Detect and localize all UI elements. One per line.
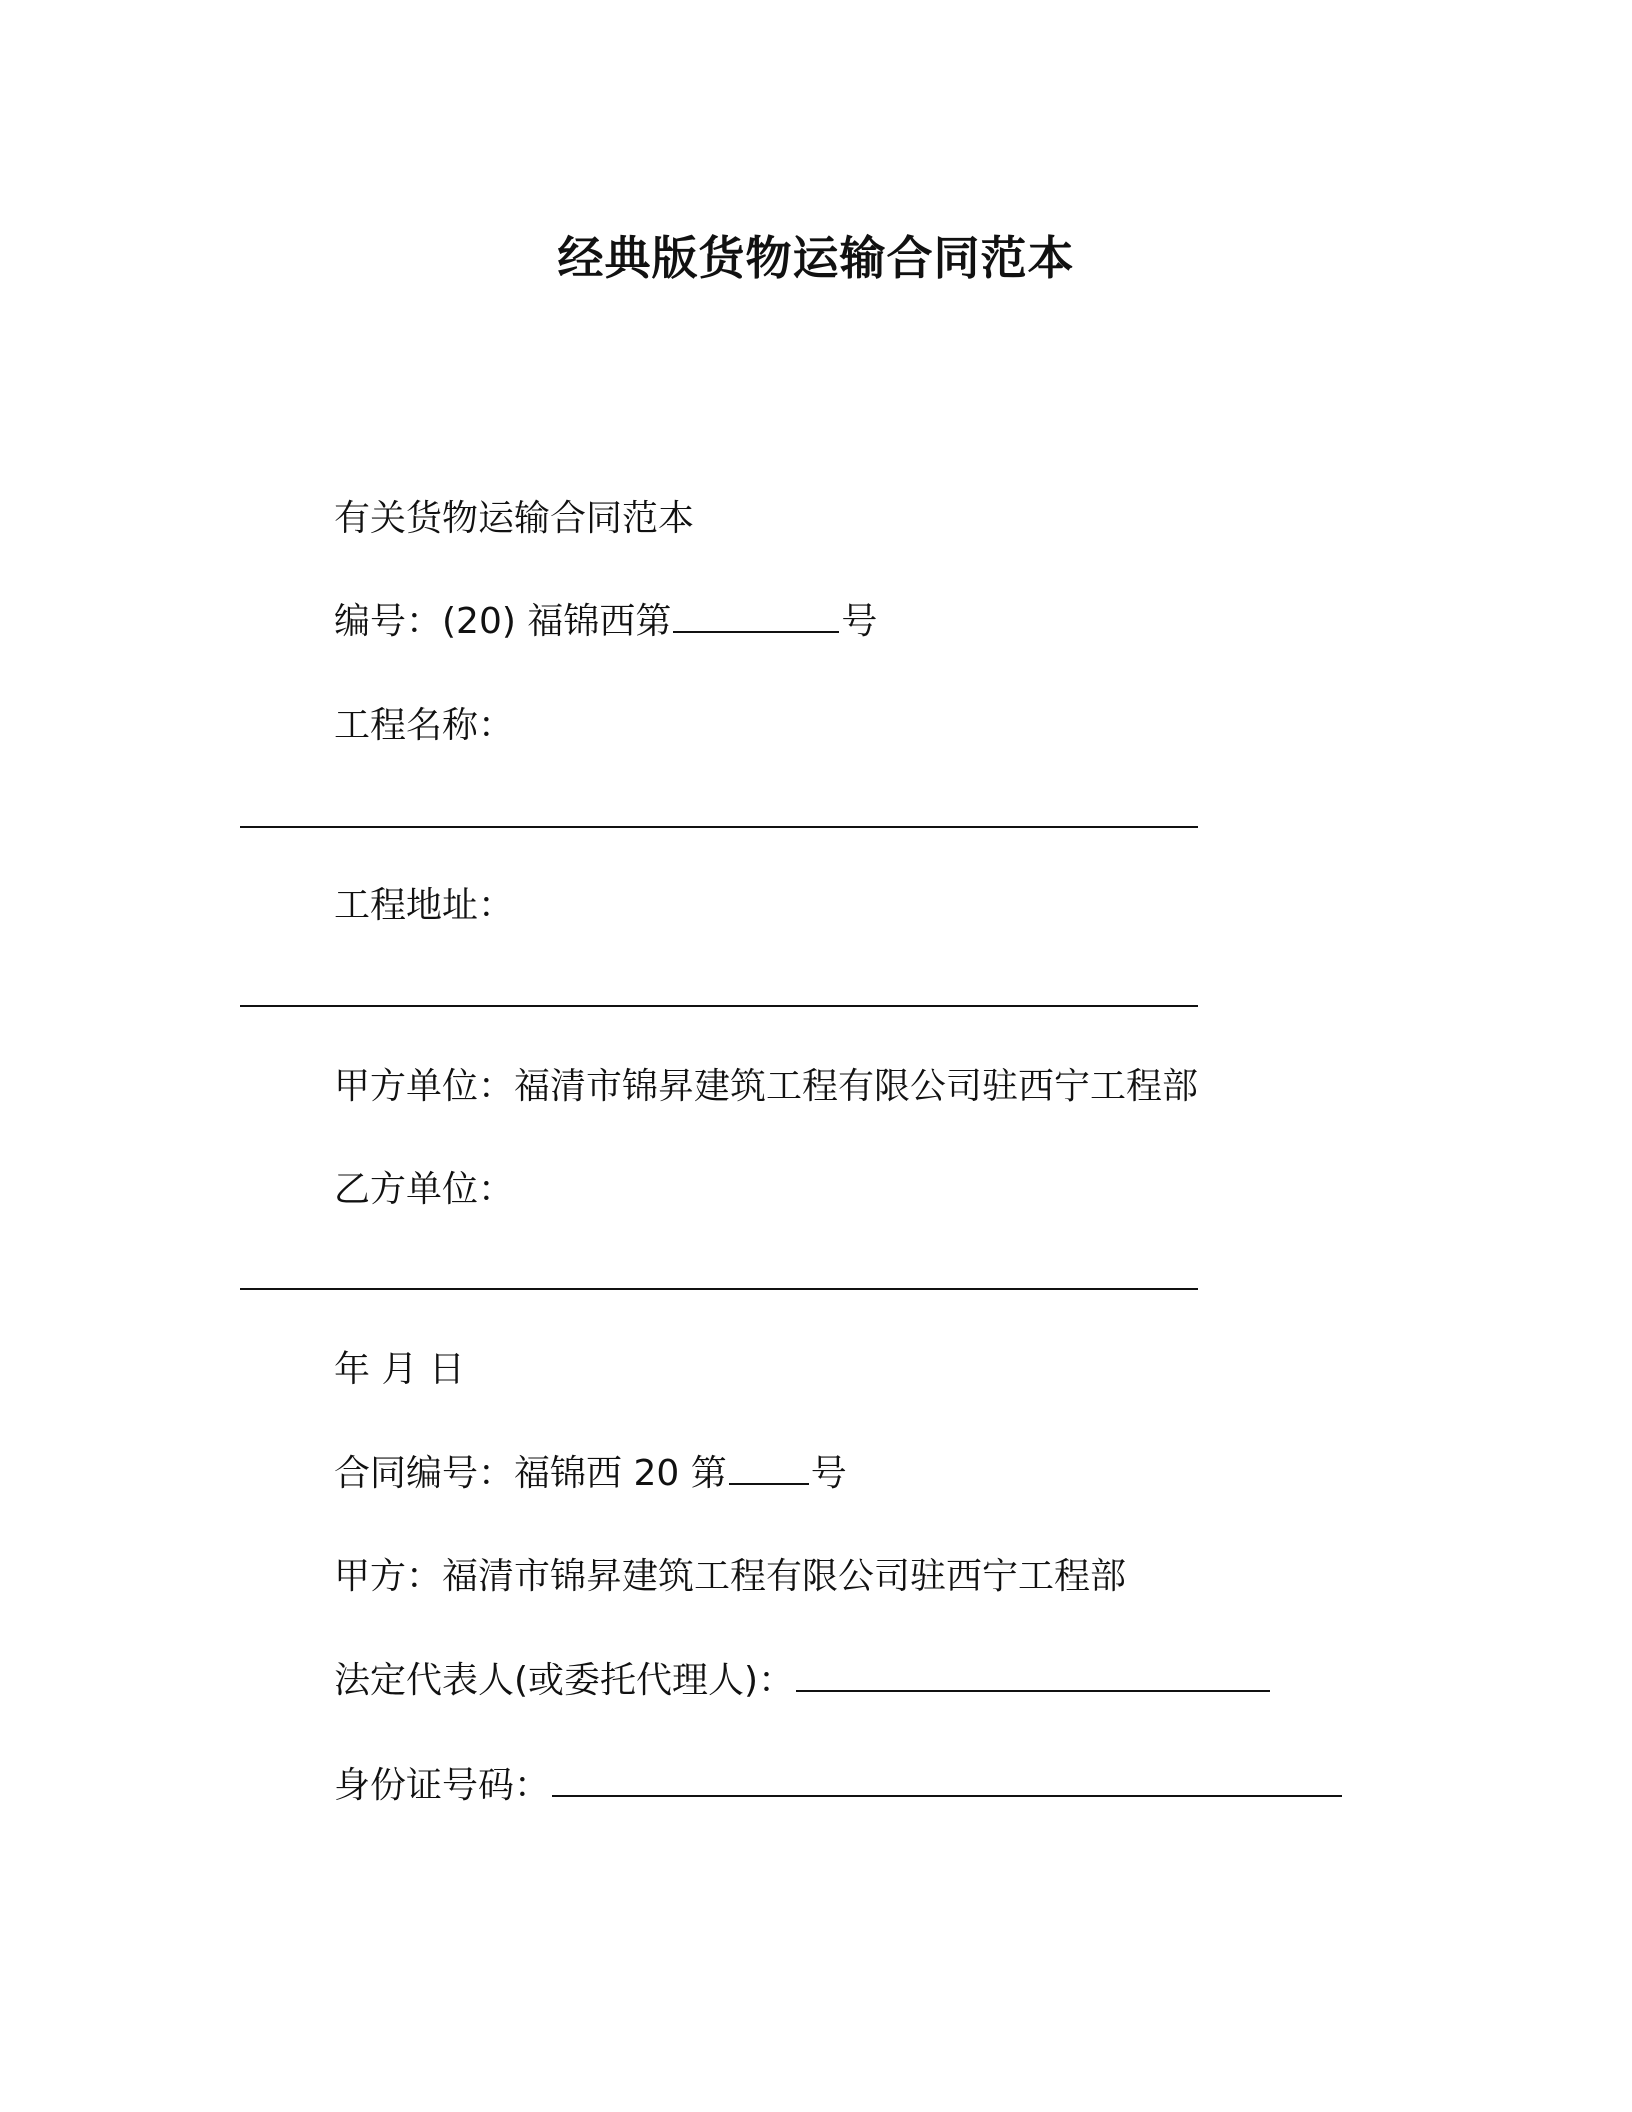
party-a-unit-value: 福清市锦昇建筑工程有限公司驻西宁工程部 xyxy=(514,1066,1199,1107)
legal-rep-blank[interactable] xyxy=(796,1660,1270,1692)
subtitle: 有关货物运输合同范本 xyxy=(334,498,695,539)
document-title: 经典版货物运输合同范本 xyxy=(557,231,1075,285)
project-name-blank[interactable] xyxy=(240,826,1198,828)
contract-number-suffix: 号 xyxy=(810,1453,847,1494)
legal-rep-label: 法定代表人(或委托代理人)： xyxy=(334,1660,795,1701)
id-number-label: 身份证号码： xyxy=(334,1765,551,1806)
party-b-unit-blank[interactable] xyxy=(240,1288,1198,1290)
party-a-unit-label: 甲方单位： xyxy=(334,1066,515,1107)
party-a-value: 福清市锦昇建筑工程有限公司驻西宁工程部 xyxy=(442,1556,1127,1597)
project-address-label: 工程地址： xyxy=(334,885,515,926)
party-a-unit-line xyxy=(334,1063,1198,1111)
id-number-blank[interactable] xyxy=(552,1765,1342,1797)
project-name-label: 工程名称： xyxy=(334,705,515,746)
id-number-line xyxy=(334,1762,1344,1810)
document-number-blank[interactable] xyxy=(673,601,839,633)
contract-number-blank[interactable] xyxy=(729,1453,809,1485)
legal-rep-line xyxy=(334,1657,1272,1705)
party-b-unit-label: 乙方单位： xyxy=(334,1169,515,1210)
party-a-label: 甲方： xyxy=(334,1556,443,1597)
document-number-line xyxy=(334,598,877,646)
contract-number-prefix: 合同编号：福锦西 20 第 xyxy=(334,1453,727,1494)
date-line: 年 月 日 xyxy=(334,1349,465,1390)
document-number-suffix: 号 xyxy=(841,601,878,642)
party-a-line xyxy=(334,1553,1126,1601)
contract-number-line xyxy=(334,1450,847,1498)
project-address-blank[interactable] xyxy=(240,1005,1198,1007)
document-number-prefix: 编号：(20) 福锦西第 xyxy=(334,601,672,642)
